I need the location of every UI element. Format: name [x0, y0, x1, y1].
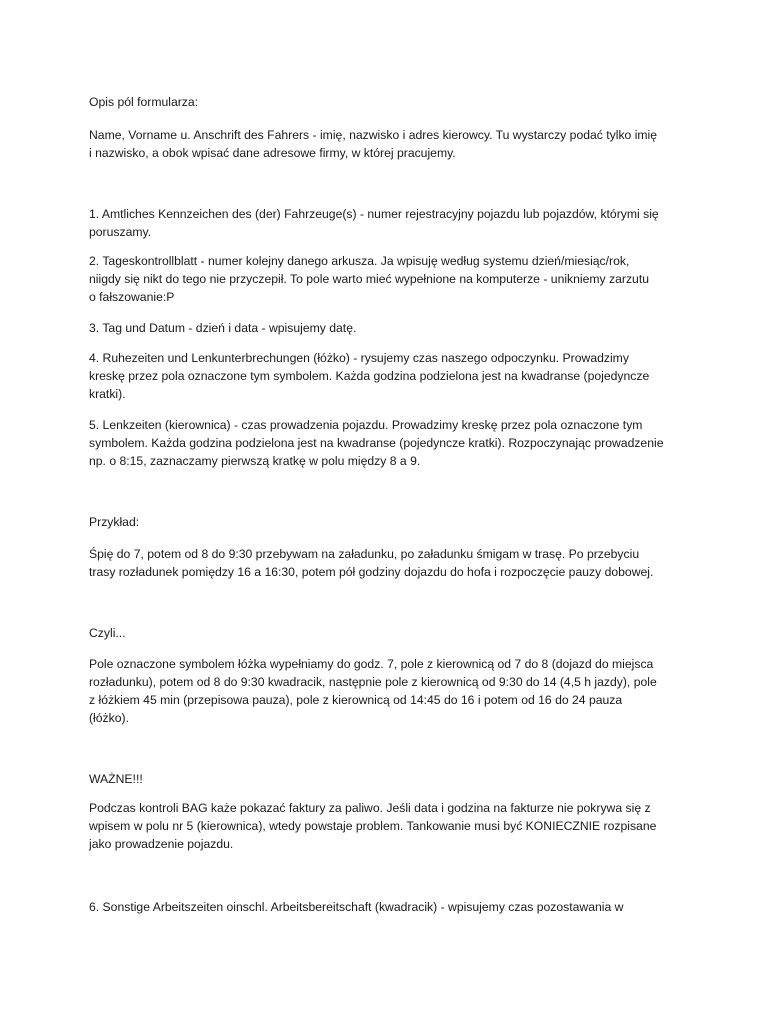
item-5-paragraph — [89, 416, 689, 470]
text-line: wpisem w polu nr 5 (kierownica), wtedy powstaje problem. Tankowanie musi być KONIECZNIE rozpisane — [89, 819, 657, 833]
text-line: Podczas kontroli BAG każe pokazać faktury za paliwo. Jeśli data i godzina na fakturze nie pokrywa się z — [89, 801, 651, 815]
text-line: 6. Sonstige Arbeitszeiten oinschl. Arbeitsbereitschaft (kwadracik) - wpisujemy czas pozostawania w — [89, 900, 624, 914]
text-line: Opis pól formularza: — [89, 95, 199, 109]
text-line: (łóżko). — [89, 711, 129, 725]
text-line: 4. Ruhezeiten und Lenkunterbrechungen (łóżko) - rysujemy czas naszego odpoczynku. Prowadzimy — [89, 351, 629, 365]
text-line: poruszamy. — [89, 225, 152, 239]
intro-paragraph — [89, 126, 689, 162]
so-paragraph — [89, 655, 689, 727]
important-paragraph — [89, 799, 689, 853]
example-paragraph — [89, 545, 689, 581]
text-line: 5. Lenkzeiten (kierownica) - czas prowadzenia pojazdu. Prowadzimy kreskę przez pola oznaczone tym — [89, 418, 643, 432]
example-heading — [89, 513, 689, 531]
text-line: Czyli... — [89, 626, 126, 640]
text-line: 3. Tag und Datum - dzień i data - wpisujemy datę. — [89, 321, 357, 335]
item-1-paragraph — [89, 205, 689, 241]
text-line: Name, Vorname u. Anschrift des Fahrers - imię, nazwisko i adres kierowcy. Tu wystarczy podać tylko imię — [89, 128, 658, 142]
item-3-paragraph — [89, 319, 689, 337]
important-heading — [89, 770, 689, 788]
text-line: kratki). — [89, 387, 126, 401]
text-line: symbolem. Każda godzina podzielona jest na kwadranse (pojedyncze kratki). Rozpoczynając prowadzenie — [89, 436, 664, 450]
text-line: rozładunku), potem od 8 do 9:30 kwadracik, następnie pole z kierownicą od 9:30 do 14 (4,5 h jazdy), pole — [89, 675, 657, 689]
text-line: 1. Amtliches Kennzeichen des (der) Fahrzeuge(s) - numer rejestracyjny pojazdu lub pojazdów, którymi się — [89, 207, 659, 221]
text-line: Śpię do 7, potem od 8 do 9:30 przebywam na załadunku, po załadunku śmigam w trasę. Po przebyciu — [89, 547, 640, 561]
text-line: niigdy się nikt do tego nie przyczepił. To pole warto mieć wypełnione na komputerze - unikniemy zarzutu — [89, 272, 650, 286]
text-line: trasy rozładunek pomiędzy 16 a 16:30, potem pół godziny dojazdu do hofa i rozpoczęcie pauzy dobowej. — [89, 565, 654, 579]
text-line: z łóżkiem 45 min (przepisowa pauza), pole z kierownicą od 14:45 do 16 i potem od 16 do 24 pauza — [89, 693, 623, 707]
item-2-paragraph — [89, 252, 689, 306]
text-line: jako prowadzenie pojazdu. — [89, 837, 234, 851]
text-line: Pole oznaczone symbolem łóżka wypełniamy do godz. 7, pole z kierownicą od 7 do 8 (dojazd do miejsca — [89, 657, 654, 671]
item-6-paragraph — [89, 898, 689, 916]
text-line: i nazwisko, a obok wpisać dane adresowe firmy, w której pracujemy. — [89, 146, 456, 160]
so-heading — [89, 624, 689, 642]
text-line: WAŻNE!!! — [89, 772, 143, 786]
text-line: Przykład: — [89, 515, 140, 529]
text-line: np. o 8:15, zaznaczamy pierwszą kratkę w polu między 8 a 9. — [89, 454, 421, 468]
text-line: 2. Tageskontrollblatt - numer kolejny danego arkusza. Ja wpisuję według systemu dzień/miesiąc/rok, — [89, 254, 630, 268]
item-4-paragraph — [89, 349, 689, 403]
text-line: o fałszowanie:P — [89, 290, 175, 304]
heading — [89, 93, 689, 111]
text-line: kreskę przez pola oznaczone tym symbolem. Każda godzina podzielona jest na kwadranse (pojedyncze — [89, 369, 650, 383]
